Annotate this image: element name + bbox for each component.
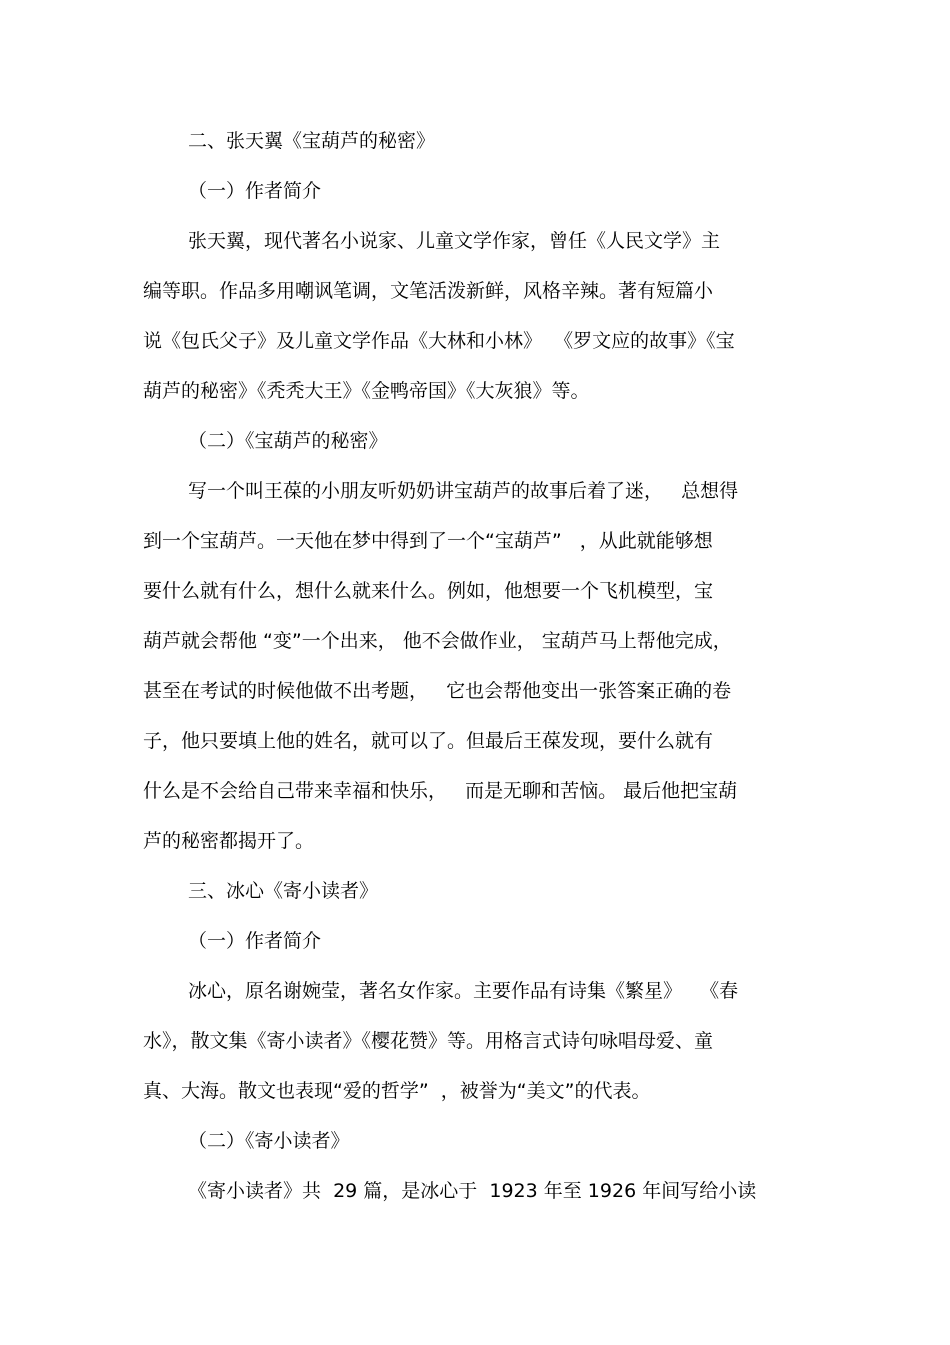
paragraph-line: 张天翼，现代著名小说家、儿童文学作家，曾任《人民文学》主 <box>188 230 721 252</box>
subheading-author-intro: （一）作者简介 <box>188 930 322 952</box>
subheading-author-intro: （一）作者简介 <box>188 180 322 202</box>
subheading-work: （二）《宝葫芦的秘密》 <box>188 430 388 452</box>
paragraph-line: 编等职。作品多用嘲讽笔调，文笔活泼新鲜，风格辛辣。著有短篇小 <box>143 280 714 302</box>
paragraph-line: 葫芦的秘密》《秃秃大王》《金鸭帝国》《大灰狼》等。 <box>143 380 590 402</box>
section-heading-two: 二、张天翼《宝葫芦的秘密》 <box>188 130 436 152</box>
paragraph-line: 冰心，原名谢婉莹，著名女作家。主要作品有诗集《繁星》 《春 <box>188 980 739 1002</box>
paragraph-line: 葫芦就会帮他 “变”一个出来， 他不会做作业， 宝葫芦马上帮他完成， <box>143 630 732 652</box>
paragraph-line: 芦的秘密都揭开了。 <box>143 830 315 852</box>
paragraph-line: 什么是不会给自己带来幸福和快乐， 而是无聊和苦恼。 最后他把宝葫 <box>143 780 738 802</box>
paragraph-line: 说《包氏父子》及儿童文学作品《大林和小林》 《罗文应的故事》《宝 <box>143 330 735 352</box>
paragraph-line: 子，他只要填上他的姓名，就可以了。但最后王葆发现，要什么就有 <box>143 730 714 752</box>
section-heading-three: 三、冰心《寄小读者》 <box>188 880 379 902</box>
paragraph-line: 到一个宝葫芦。一天他在梦中得到了一个“宝葫芦” ，从此就能够想 <box>143 530 713 552</box>
paragraph-line: 写一个叫王葆的小朋友听奶奶讲宝葫芦的故事后着了迷， 总想得 <box>188 480 739 502</box>
paragraph-line: 水》，散文集《寄小读者》《樱花赞》等。用格言式诗句咏唱母爱、童 <box>143 1030 714 1052</box>
subheading-work: （二）《寄小读者》 <box>188 1130 350 1152</box>
paragraph-line: 要什么就有什么，想什么就来什么。例如，他想要一个飞机模型，宝 <box>143 580 714 602</box>
paragraph-line: 真、大海。散文也表现“爱的哲学” ，被誉为“美文”的代表。 <box>143 1080 651 1102</box>
paragraph-line: 甚至在考试的时候他做不出考题， 它也会帮他变出一张答案正确的卷 <box>143 680 732 702</box>
paragraph-line: 《寄小读者》共 29 篇，是冰心于 1923 年至 1926 年间写给小读 <box>188 1180 757 1202</box>
